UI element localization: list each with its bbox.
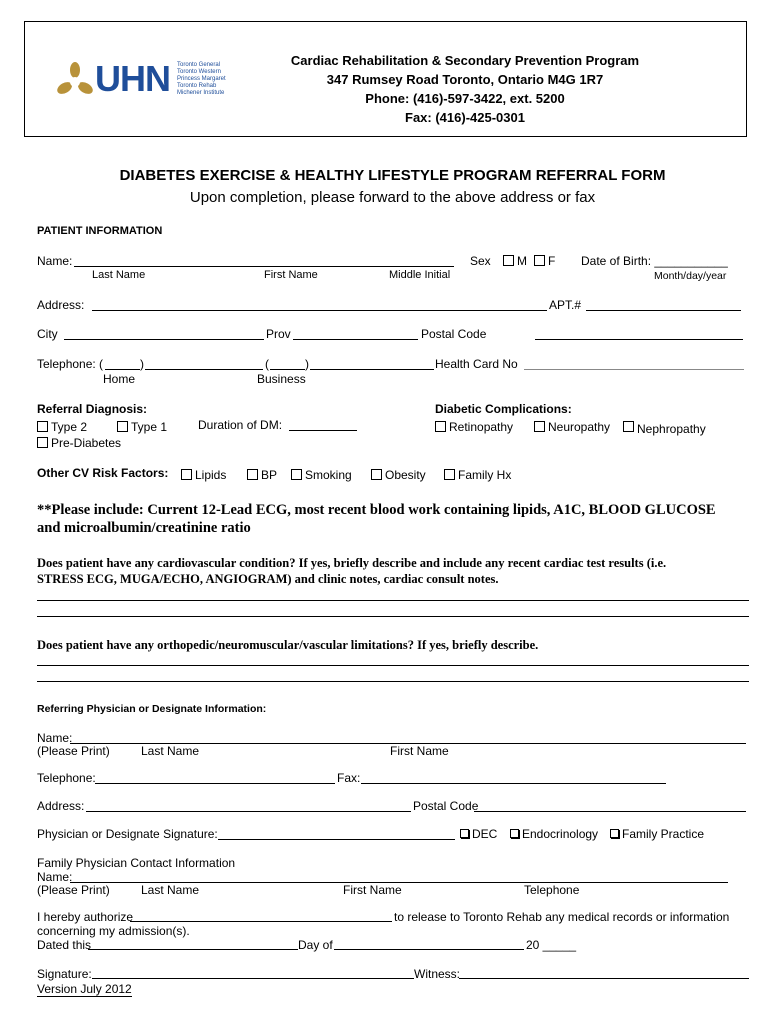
physician-address-label: Address: [37,799,85,813]
cardio-answer-line1[interactable] [37,600,749,601]
form-title: DIABETES EXERCISE & HEALTHY LIFESTYLE PROGRAM REFERRAL FORM [119,167,666,184]
physician-address-field[interactable] [86,811,411,812]
business-caption: Business [257,372,306,386]
endocrinology-option[interactable]: Endocrinology [510,827,598,841]
cardio-question-line1: Does patient have any cardiovascular condition? If yes, briefly describe and include any recent cardiac test results (i.e. [37,556,667,570]
postal-code-field[interactable] [535,339,743,340]
nephropathy-checkbox[interactable] [623,421,634,432]
physician-fax-label: Fax: [337,771,361,785]
physician-name-label: Name: [37,731,73,745]
obesity-checkbox[interactable] [371,469,382,480]
home-paren: ) [140,357,144,371]
cardio-question-line2: STRESS ECG, MUGA/ECHO, ANGIOGRAM) and clinic notes, cardiac consult notes. [37,572,499,586]
authorize-field[interactable] [130,921,392,922]
risk-obesity-option[interactable]: Obesity [371,468,426,482]
risk-bp-option[interactable]: BP [247,468,277,482]
physician-telephone-label: Telephone: [37,771,96,785]
program-fax: Fax: (416)-425-0301 [405,110,525,125]
physician-postal-label: Postal Code [413,799,479,813]
smoking-checkbox[interactable] [291,469,302,480]
ortho-question: Does patient have any orthopedic/neuromuscular/vascular limitations? If yes, briefly describe. [37,638,539,652]
retinopathy-checkbox[interactable] [435,421,446,432]
physician-first-name-caption: First Name [390,744,449,758]
family-last-name-caption: Last Name [141,883,200,897]
home-caption: Home [103,372,136,386]
home-phone-field[interactable] [145,369,263,370]
year-field[interactable]: 20 _____ [526,938,577,952]
family-name-label: Name: [37,870,73,884]
apt-label: APT.# [549,298,582,312]
physician-signature-label: Physician or Designate Signature: [37,827,218,841]
dec-checkbox[interactable] [460,829,469,838]
business-paren: ) [305,357,309,371]
witness-field[interactable] [459,978,749,979]
nephropathy-option[interactable]: Nephropathy [623,420,706,434]
include-note-line2: and microalbumin/creatinine ratio [37,520,251,536]
logo-emblem-icon [55,62,95,102]
dob-field[interactable]: Date of Birth: ___________ [581,254,728,268]
authorize-label: I hereby authorize [37,910,134,924]
type2-option[interactable]: Type 2 [37,420,87,434]
physician-telephone-field[interactable] [95,783,335,784]
complications-heading: Diabetic Complications: [435,402,572,416]
risk-factors-heading: Other CV Risk Factors: [37,466,169,480]
type1-option[interactable]: Type 1 [117,420,167,434]
patient-signature-field[interactable] [92,978,414,979]
physician-fax-field[interactable] [361,783,666,784]
patient-signature-label: Signature: [37,967,92,981]
neuropathy-checkbox[interactable] [534,421,545,432]
referral-diagnosis-heading: Referral Diagnosis: [37,402,148,416]
address-field[interactable] [92,310,547,311]
family-physician-heading: Family Physician Contact Information [37,856,236,870]
health-card-label: Health Card No [435,357,518,371]
retinopathy-option[interactable]: Retinopathy [435,420,513,434]
sex-label: Sex [470,254,491,268]
concerning-text: concerning my admission(s). [37,924,190,938]
release-text: to release to Toronto Rehab any medical records or information [394,910,730,924]
health-card-field[interactable] [524,369,744,370]
home-area-code-field[interactable] [105,369,140,370]
family-practice-option[interactable]: Family Practice [610,827,704,841]
version-label: Version July 2012 [37,982,132,996]
prediabetes-checkbox[interactable] [37,437,48,448]
risk-family-hx-option[interactable]: Family Hx [444,468,511,482]
physician-please-print: (Please Print) [37,744,110,758]
endocrinology-checkbox[interactable] [510,829,519,838]
middle-initial-caption: Middle Initial [389,269,451,281]
lipids-checkbox[interactable] [181,469,192,480]
dated-this-field[interactable] [88,949,298,950]
address-label: Address: [37,298,85,312]
dob-format-caption: Month/day/year [654,270,727,282]
sex-m-option[interactable]: M [503,254,527,268]
bp-checkbox[interactable] [247,469,258,480]
sex-m-checkbox[interactable] [503,255,514,266]
program-name: Cardiac Rehabilitation & Secondary Prevention Program [290,53,640,68]
last-name-caption: Last Name [92,269,146,281]
type2-checkbox[interactable] [37,421,48,432]
duration-label: Duration of DM: [198,418,283,432]
sex-f-option[interactable]: F [534,254,555,268]
physician-signature-field[interactable] [218,839,455,840]
patient-name-label: Name: [37,254,73,268]
dec-option[interactable]: DEC [460,827,497,841]
form-subtitle: Upon completion, please forward to the above address or fax [189,189,596,206]
business-phone-field[interactable] [310,369,434,370]
physician-last-name-caption: Last Name [141,744,200,758]
prov-label: Prov [266,327,291,341]
logo-tagline: Toronto General Toronto Western Princess Margaret Toronto Rehab Michener Institute [177,62,226,96]
family-please-print: (Please Print) [37,883,110,897]
type1-checkbox[interactable] [117,421,128,432]
business-paren-open: ( [265,357,269,371]
witness-label: Witness: [414,967,461,981]
physician-postal-field[interactable] [474,811,746,812]
family-practice-checkbox[interactable] [610,829,619,838]
family-first-name-caption: First Name [343,883,402,897]
program-address: 347 Rumsey Road Toronto, Ontario M4G 1R7 [326,72,604,87]
ortho-answer-line1[interactable] [37,665,749,666]
logo-text: UHN [95,58,170,99]
city-field[interactable] [64,339,264,340]
program-phone: Phone: (416)-597-3422, ext. 5200 [365,91,565,106]
risk-smoking-option[interactable]: Smoking [291,468,352,482]
business-area-code-field[interactable] [270,369,305,370]
risk-lipids-option[interactable]: Lipids [181,468,226,482]
family-hx-checkbox[interactable] [444,469,455,480]
patient-info-heading: PATIENT INFORMATION [37,225,163,237]
neuropathy-option[interactable]: Neuropathy [534,420,610,434]
prediabetes-option[interactable]: Pre-Diabetes [37,436,121,450]
family-telephone-caption: Telephone [524,883,580,897]
day-of-field[interactable] [334,949,524,950]
telephone-label: Telephone: ( [37,357,104,371]
physician-heading: Referring Physician or Designate Information: [37,703,267,715]
cardio-answer-line2[interactable] [37,616,749,617]
ortho-answer-line2[interactable] [37,681,749,682]
sex-f-checkbox[interactable] [534,255,545,266]
postal-code-label: Postal Code [421,327,487,341]
day-of-label: Day of [298,938,333,952]
prov-field[interactable] [293,339,418,340]
uhn-logo [55,60,235,105]
city-label: City [37,327,58,341]
header-address-block [240,51,690,127]
include-note-line1: **Please include: Current 12-Lead ECG, most recent blood work containing lipids, A1C, BLOOD GLUCOSE [37,502,716,518]
apt-field[interactable] [586,310,741,311]
patient-name-field[interactable] [74,266,454,267]
dated-this-label: Dated this [37,938,92,952]
first-name-caption: First Name [264,269,318,281]
duration-field[interactable] [289,430,357,431]
